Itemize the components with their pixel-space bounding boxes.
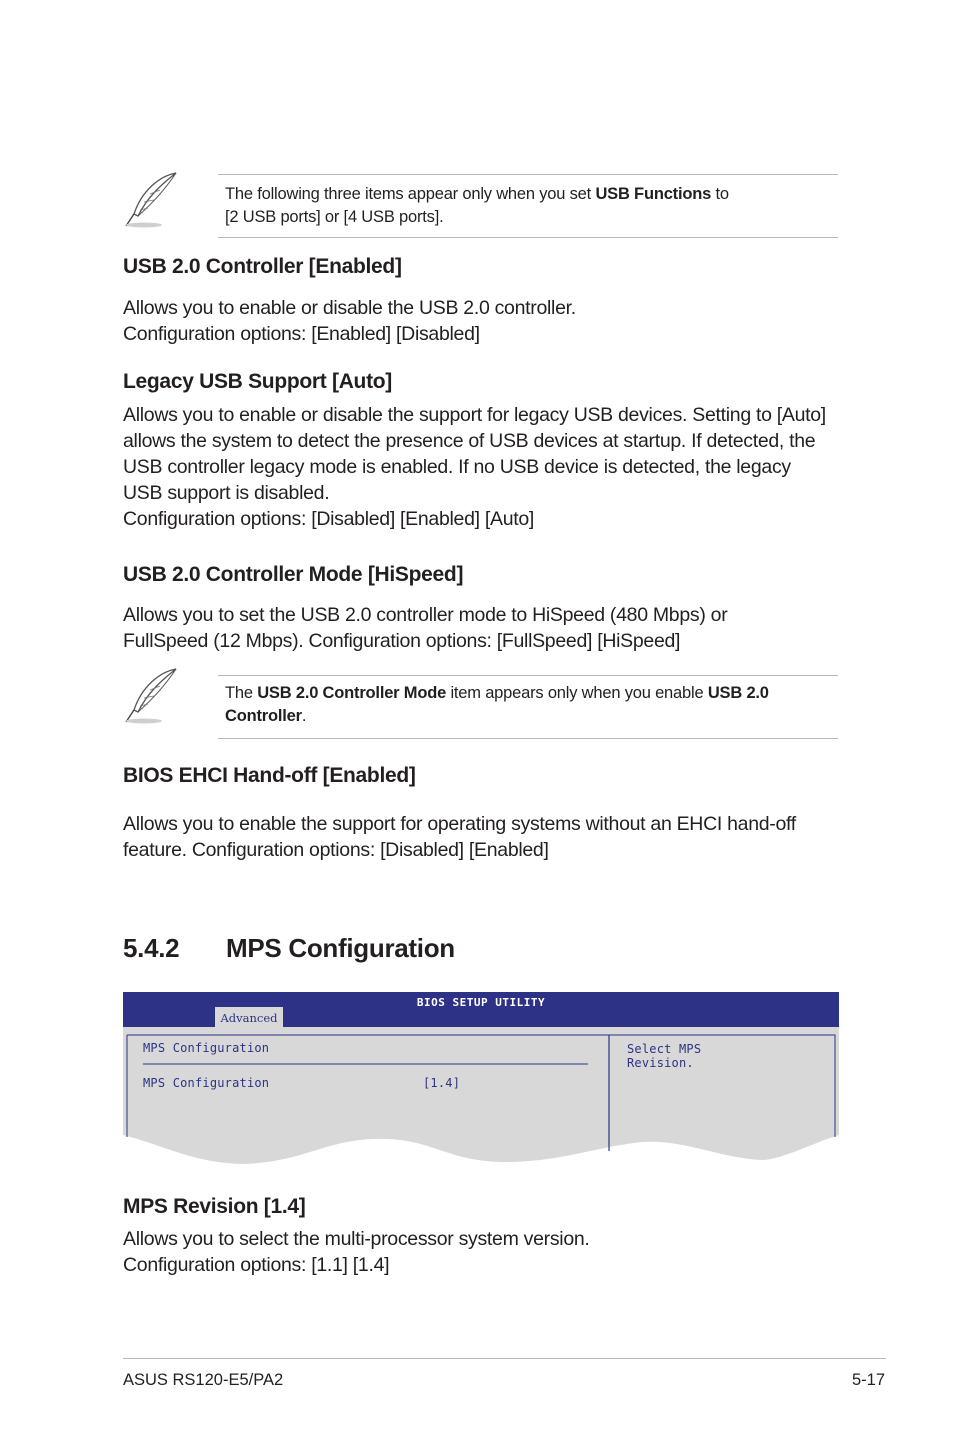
section-title: MPS Configuration bbox=[226, 933, 455, 963]
ehci-heading: BIOS EHCI Hand-off [Enabled] bbox=[123, 764, 416, 787]
usb2-controller-description: Allows you to enable or disable the USB 2.0 controller. Configuration options: [Enabled] [Disabled] bbox=[123, 297, 576, 345]
note-2-text: The USB 2.0 Controller Mode item appears only when you enable USB 2.0 Controller. bbox=[225, 684, 769, 725]
bios-help-text: Select MPS Revision. bbox=[627, 1042, 702, 1070]
footer-divider bbox=[123, 1358, 886, 1359]
note-1-box bbox=[218, 174, 838, 238]
usb2-mode-heading: USB 2.0 Controller Mode [HiSpeed] bbox=[123, 563, 464, 586]
bios-panel-title: MPS Configuration bbox=[143, 1041, 270, 1055]
legacy-usb-description: Allows you to enable or disable the support for legacy USB devices. Setting to [Auto] allows the system to detect the presence of USB devices at startup. If detected, the USB controller legacy mode is enabled. If no USB device is detected, the legacy USB support is disabled. Configuration options: [Disabled] [Enabled] [Auto] bbox=[123, 404, 826, 530]
bios-body bbox=[123, 1027, 839, 1167]
note-2-box bbox=[218, 675, 838, 739]
feather-pen-icon bbox=[120, 170, 182, 230]
bios-item-value[interactable]: [1.4] bbox=[423, 1076, 461, 1090]
footer-page-number: 5-17 bbox=[852, 1371, 886, 1389]
legacy-usb-heading: Legacy USB Support [Auto] bbox=[123, 370, 392, 393]
mps-revision-heading: MPS Revision [1.4] bbox=[123, 1195, 306, 1218]
tab-advanced[interactable]: Advanced bbox=[215, 1007, 283, 1027]
footer-product: ASUS RS120-E5/PA2 bbox=[123, 1371, 284, 1389]
usb2-mode-description: Allows you to set the USB 2.0 controller mode to HiSpeed (480 Mbps) or FullSpeed (12 Mbps). Configuration options: [FullSpeed] [HiSpeed] bbox=[123, 604, 728, 652]
feather-pen-icon bbox=[120, 666, 182, 726]
ehci-description: Allows you to enable the support for operating systems without an EHCI hand-off feature. Configuration options: [Disabled] [Enabled] bbox=[123, 813, 796, 861]
bios-title: BIOS SETUP UTILITY bbox=[416, 996, 546, 1009]
bios-title-bar bbox=[123, 992, 839, 1027]
usb2-controller-heading: USB 2.0 Controller [Enabled] bbox=[123, 255, 402, 278]
mps-revision-description: Allows you to select the multi-processor system version. Configuration options: [1.1] [1.4] bbox=[123, 1228, 590, 1276]
section-number: 5.4.2 bbox=[123, 933, 180, 963]
bios-item-label[interactable]: MPS Configuration bbox=[143, 1076, 270, 1090]
note-1-text: The following three items appear only when you set USB Functions to [2 USB ports] or [4 USB ports]. bbox=[225, 185, 729, 226]
